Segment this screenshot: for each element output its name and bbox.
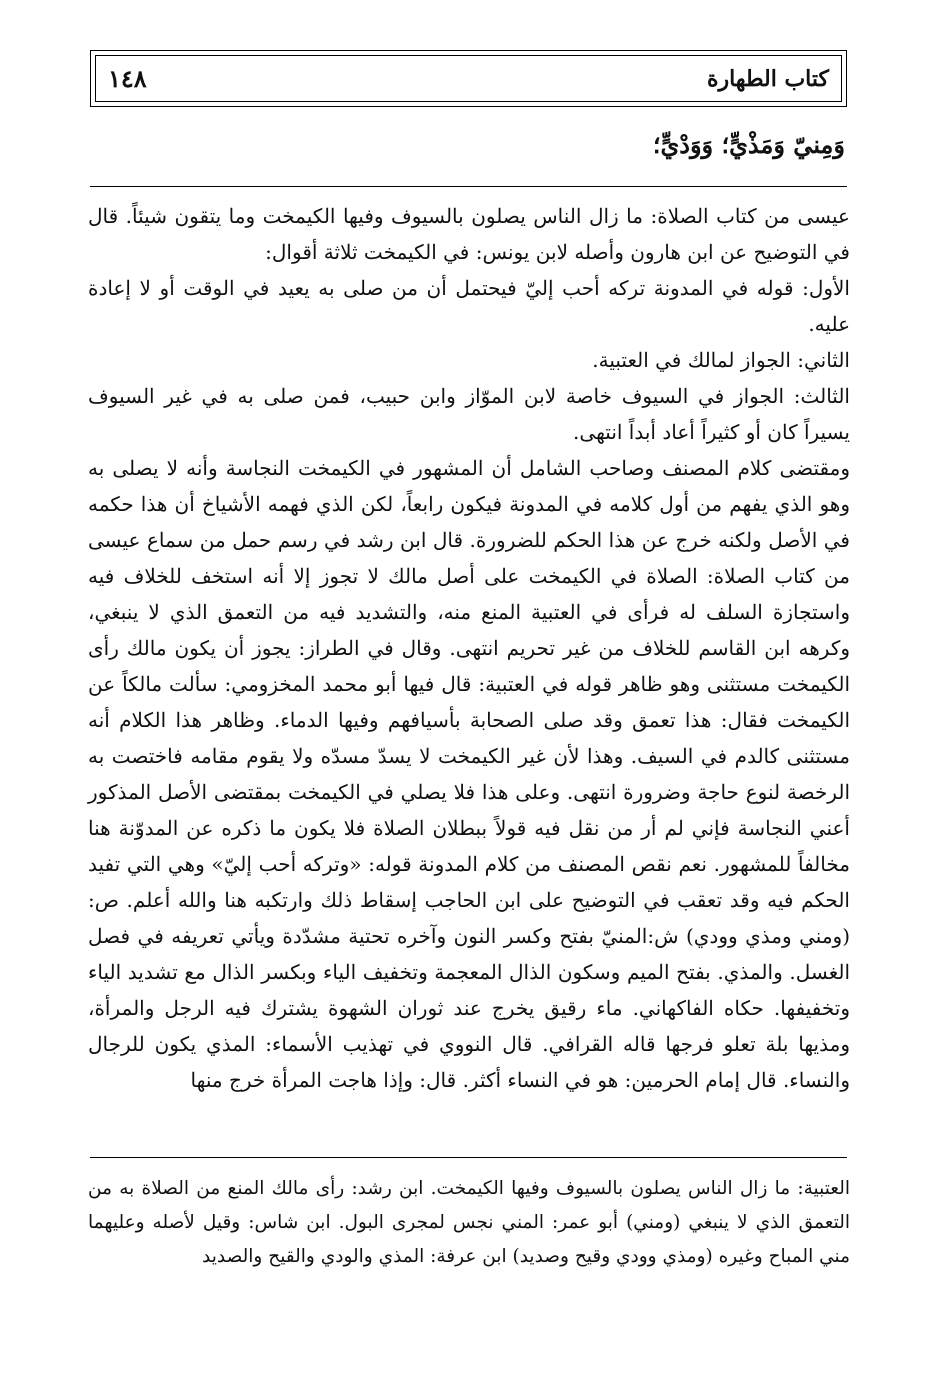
page-header-frame [95, 55, 842, 102]
commentary-body [88, 198, 850, 1098]
page-header [90, 50, 847, 107]
matn-text: وَمِنيّ وَمَذْيٍّ؛ وَوَدْيٍّ؛ [652, 130, 845, 159]
matn-divider [90, 186, 847, 187]
commentary-paragraph: الثاني: الجواز لمالك في العتبية. [592, 348, 850, 372]
footnote [88, 1172, 850, 1274]
commentary-paragraph: ومقتضى كلام المصنف وصاحب الشامل أن المشهور في الكيمخت النجاسة وأنه لا يصلى به وهو الذي يفهم من أول كلامه في المدونة فيكون رابعاً، لكن الذي فهمه الأشياخ أن هذا حكمه في الأصل ولكنه خرج عن هذا الحكم للضرورة. قال ابن رشد في رسم حمل من سماع عيسى من كتاب الصلاة: الصلاة في الكيمخت على أصل مالك لا تجوز إلا أنه استخف للخلاف فيه واستجازة السلف له فرأى في العتبية المنع منه، والتشديد فيه من التعمق الذي لا ينبغي، وكرهه ابن القاسم للخلاف من غير تحريم انتهى. وقال في الطراز: يجوز أن يكون مالك رأى الكيمخت مستثنى وهو ظاهر قوله في العتبية: قال فيها أبو محمد المخزومي: سألت مالكاً عن الكيمخت فقال: هذا تعمق وقد صلى الصحابة بأسيافهم وفيها الدماء. وظاهر هذا الكلام أنه مستثنى كالدم في السيف. وهذا لأن غير الكيمخت لا يسدّ مسدّه ولا يقوم مقامه فاختصت به الرخصة لنوع حاجة وضرورة انتهى. وعلى هذا فلا يصلي في الكيمخت بمقتضى الأصل المذكور أعني النجاسة فإني لم أر من نقل فيه قولاً ببطلان الصلاة فلا يكون ما ذكره عن المدوّنة هنا مخالفاً للمشهور. نعم نقص المصنف من كلام المدونة قوله: «وتركه أحب إليّ» وهي التي تفيد الحكم فيه وقد تعقب في التوضيح على ابن الحاجب إسقاط ذلك وارتكبه هنا والله أعلم. ص: (ومني ومذي وودي) ش:المنيّ بفتح وكسر النون وآخره تحتية مشدّدة ويأتي تعريفه في فصل الغسل. والمذي. بفتح الميم وسكون الذال المعجمة وتخفيف الياء وبكسر الذال مع تشديد الياء وتخفيفها. حكاه الفاكهاني. ماء رقيق يخرج عند ثوران الشهوة يشترك فيه الرجل والمرأة، ومذيها بلة تعلو فرجها قاله القرافي. قال النووي في تهذيب الأسماء: المذي يكون للرجال والنساء. قال إمام الحرمين: هو في النساء أكثر. قال: وإذا هاجت المرأة خرج منها [88, 456, 850, 1092]
commentary-paragraph: الثالث: الجواز في السيوف خاصة لابن الموّاز وابن حبيب، فمن صلى به في غير السيوف يسيراً كان أو كثيراً أعاد أبداً انتهى. [88, 384, 850, 444]
page-number: ١٤٨ [108, 64, 147, 93]
commentary-paragraph: عيسى من كتاب الصلاة: ما زال الناس يصلون بالسيوف وفيها الكيمخت وما يتقون شيئاً. قال في التوضيح عن ابن هارون وأصله لابن يونس: في الكيمخت ثلاثة أقوال: [88, 204, 850, 264]
commentary-paragraph: الأول: قوله في المدونة تركه أحب إليّ فيحتمل أن من صلى به يعيد في الوقت أو لا إعادة عليه. [88, 276, 850, 336]
book-title: كتاب الطهارة [706, 65, 829, 92]
footnote-paragraph: العتبية: ما زال الناس يصلون بالسيوف وفيها الكيمخت. ابن رشد: رأى مالك المنع من الصلاة به من التعمق الذي لا ينبغي (ومني) أبو عمر: المني نجس لمجرى البول. ابن شاس: وقيل لأصله وعليهما مني المباح وغيره (ومذي وودي وقيح وصديد) ابن عرفة: المذي والودي والقيح والصديد [88, 1178, 850, 1267]
footnote-divider [90, 1157, 847, 1158]
